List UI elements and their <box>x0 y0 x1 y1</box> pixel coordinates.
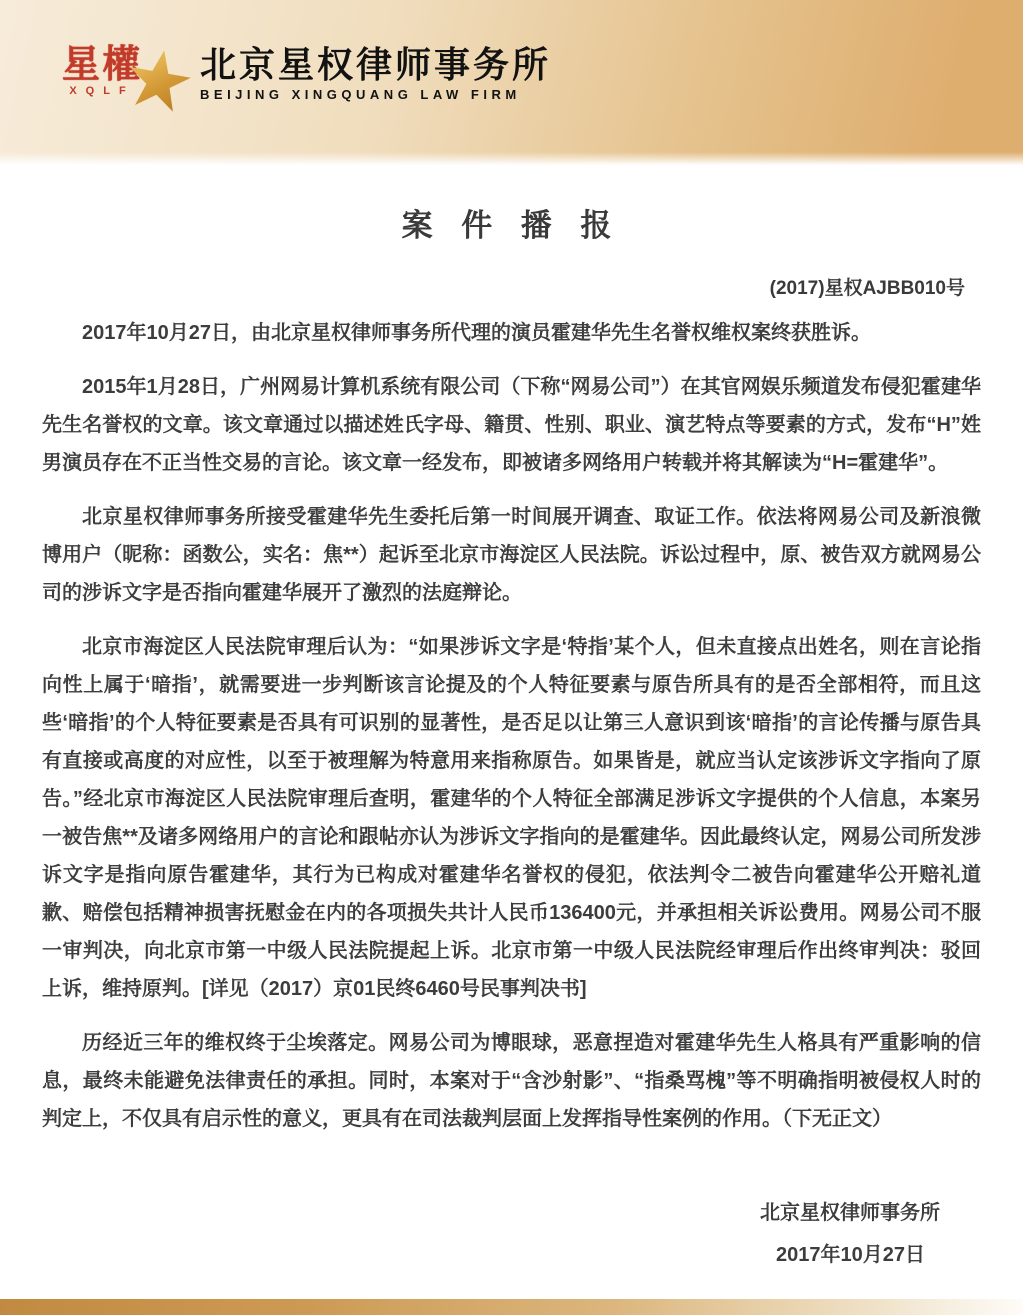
firm-name-en: BEIJING XINGQUANG LAW FIRM <box>200 87 521 102</box>
paragraph-conclusion: 历经近三年的维权终于尘埃落定。网易公司为博眼球，恶意捏造对霍建华先生人格具有严重影响的信息，最终未能避免法律责任的承担。同时，本案对于“含沙射影”、“指桑骂槐”等不明确指明被侵权人时的判定上，不仅具有启示性的意义，更具有在司法裁判层面上发挥指导性案例的作用。（下无正文） <box>42 1032 981 1130</box>
paragraph-judgment: 北京市海淀区人民法院审理后认为：“如果涉诉文字是‘特指’某个人，但未直接点出姓名，则在言论指向性上属于‘暗指’，就需要进一步判断该言论提及的个人特征要素与原告所具有的是否全部相符，而且这些‘暗指’的个人特征要素是否具有可识别的显著性，是否足以让第三人意识到该‘暗指’的言论传播与原告具有直接或高度的对应性，以至于被理解为特意用来指称原告。如果皆是，就应当认定该涉诉文字指向了原告。”经北京市海淀区人民法院审理后查明，霍建华的个人特征全部满足涉诉文字提供的个人信息，本案另一被告焦**及诸多网络用户的言论和跟帖亦认为涉诉文字指向的是霍建华。因此最终认定，网易公司所发涉诉文字是指向原告霍建华，其行为已构成对霍建华名誉权的侵犯，依法判令二被告向霍建华公开赔礼道歉、赔偿包括精神损害抚慰金在内的各项损失共计人民币136400元，并承担相关诉讼费用。网易公司不服一审判决，向北京市第一中级人民法院提起上诉。北京市第一中级人民法院经审理后作出终审判决：驳回上诉，维持原判。[详见（2017）京01民终6460号民事判决书] <box>42 636 981 1000</box>
logo-mark-text: 星權 <box>62 41 143 86</box>
logo-mark-letters: XQLF <box>69 85 135 97</box>
logo-mark <box>62 41 143 97</box>
header-banner <box>0 0 1023 166</box>
signature-firm: 北京星权律师事务所 <box>760 1202 940 1224</box>
paragraph-intro: 2017年10月27日，由北京星权律师事务所代理的演员霍建华先生名誉权维权案终获胜诉。 <box>82 322 871 344</box>
signature-block <box>42 1196 981 1267</box>
case-number: (2017)星权AJBB010号 <box>769 278 965 299</box>
document-content <box>0 200 1023 1267</box>
firm-name-block <box>200 46 551 102</box>
firm-name-cn: 北京星权律师事务所 <box>200 44 552 86</box>
paragraph-background: 2015年1月28日，广州网易计算机系统有限公司（下称“网易公司”）在其官网娱乐频道发布侵犯霍建华先生名誉权的文章。该文章通过以描述姓氏字母、籍贯、性别、职业、演艺特点等要素的方式，发布“H”姓男演员存在不正当性交易的言论。该文章一经发布，即被诸多网络用户转载并将其解读为“H=霍建华”。 <box>42 376 981 474</box>
page-title: 案 件 播 报 <box>401 208 622 243</box>
signature-date: 2017年10月27日 <box>776 1244 925 1266</box>
paragraph-lawsuit: 北京星权律师事务所接受霍建华先生委托后第一时间展开调查、取证工作。依法将网易公司及新浪微博用户（昵称：函数公，实名：焦**）起诉至北京市海淀区人民法院。诉讼过程中，原、被告双方就网易公司的涉诉文字是否指向霍建华展开了激烈的法庭辩论。 <box>42 506 981 604</box>
firm-logo <box>62 41 552 110</box>
footer-gradient-bar <box>0 1299 1023 1315</box>
